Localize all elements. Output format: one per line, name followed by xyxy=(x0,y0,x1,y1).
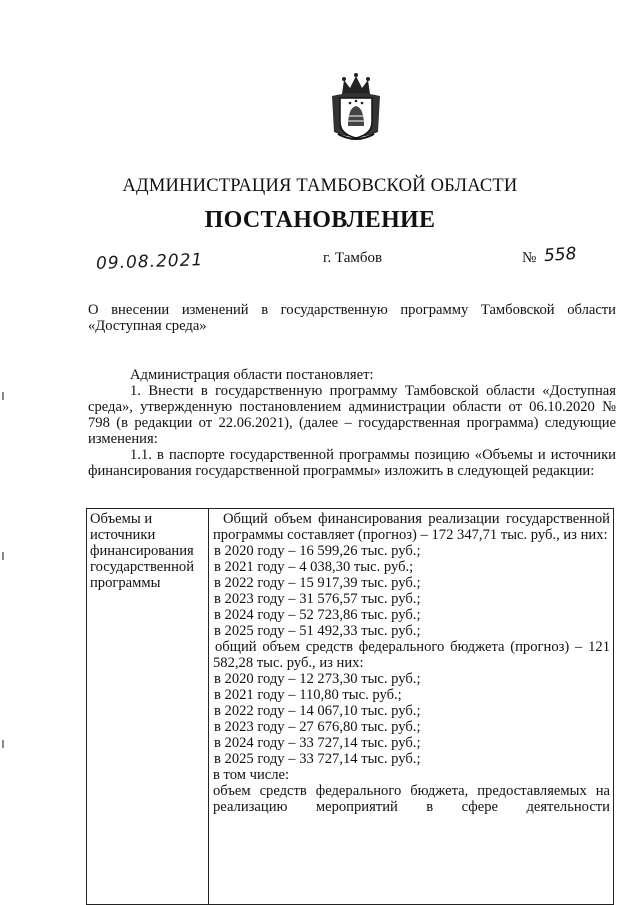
list-item: в 2022 году – 15 917,39 тыс. руб.; xyxy=(214,575,421,591)
document-number: 558 xyxy=(543,243,578,267)
list-item: в 2021 году – 110,80 тыс. руб.; xyxy=(214,687,402,703)
federal-sphere-text: объем средств федерального бюджета, предоставляемых на реализацию мероприятий в сфере деятельности xyxy=(213,783,610,815)
coat-of-arms-icon xyxy=(328,72,384,144)
list-item: в 2023 году – 27 676,80 тыс. руб.; xyxy=(214,719,421,735)
list-item: в 2025 году – 33 727,14 тыс. руб.; xyxy=(214,751,421,767)
document-city: г. Тамбов xyxy=(323,250,383,266)
scan-mark xyxy=(2,392,4,400)
list-item: в 2025 году – 51 492,33 тыс. руб.; xyxy=(214,623,421,639)
document-type: ПОСТАНОВЛЕНИЕ xyxy=(204,207,436,233)
list-item: в 2021 году – 4 038,30 тыс. руб.; xyxy=(214,559,414,575)
document-body xyxy=(88,367,616,479)
list-item: в 2024 году – 52 723,86 тыс. руб.; xyxy=(214,607,421,623)
scan-mark xyxy=(2,740,4,748)
paragraph-1: 1. Внести в государственную программу Тамбовской области «Доступная среда», утвержденную постановлением администрации области от 06.10.2020 № 798 (в редакции от 22.06.2021), (далее – государственная программа) следующие изменения: xyxy=(88,383,616,447)
document-subject: О внесении изменений в государственную программу Тамбовской области «Доступная среда» xyxy=(88,302,616,334)
table-row xyxy=(87,509,614,905)
scan-mark xyxy=(2,552,4,560)
federal-financing-intro: общий объем средств федерального бюджета (прогноз) – 121 582,28 тыс. руб., из них: xyxy=(213,639,610,671)
list-item: в 2024 году – 33 727,14 тыс. руб.; xyxy=(214,735,421,751)
intro-paragraph: Администрация области постановляет: xyxy=(130,367,374,383)
list-item: в 2020 году – 16 599,26 тыс. руб.; xyxy=(214,543,421,559)
number-label: № xyxy=(522,250,537,266)
list-item: в 2023 году – 31 576,57 тыс. руб.; xyxy=(214,591,421,607)
table-cell-content xyxy=(209,509,614,905)
organization-name: АДМИНИСТРАЦИЯ ТАМБОВСКОЙ ОБЛАСТИ xyxy=(122,176,518,196)
document-date: 09.08.2021 xyxy=(95,250,204,274)
paragraph-1-1: 1.1. в паспорте государственной программы позицию «Объемы и источники финансирования государственной программы» изложить в следующей редакции: xyxy=(88,447,616,479)
financing-table xyxy=(86,508,614,905)
list-item: в 2022 году – 14 067,10 тыс. руб.; xyxy=(214,703,421,719)
total-financing-intro: Общий объем финансирования реализации государственной программы составляет (прогноз) – 172 347,71 тыс. руб., из них: xyxy=(213,511,610,543)
including-label: в том числе: xyxy=(213,767,290,783)
list-item: в 2020 году – 12 273,30 тыс. руб.; xyxy=(214,671,421,687)
table-cell-label: Объемы и источники финансирования государственной программы xyxy=(87,509,209,905)
